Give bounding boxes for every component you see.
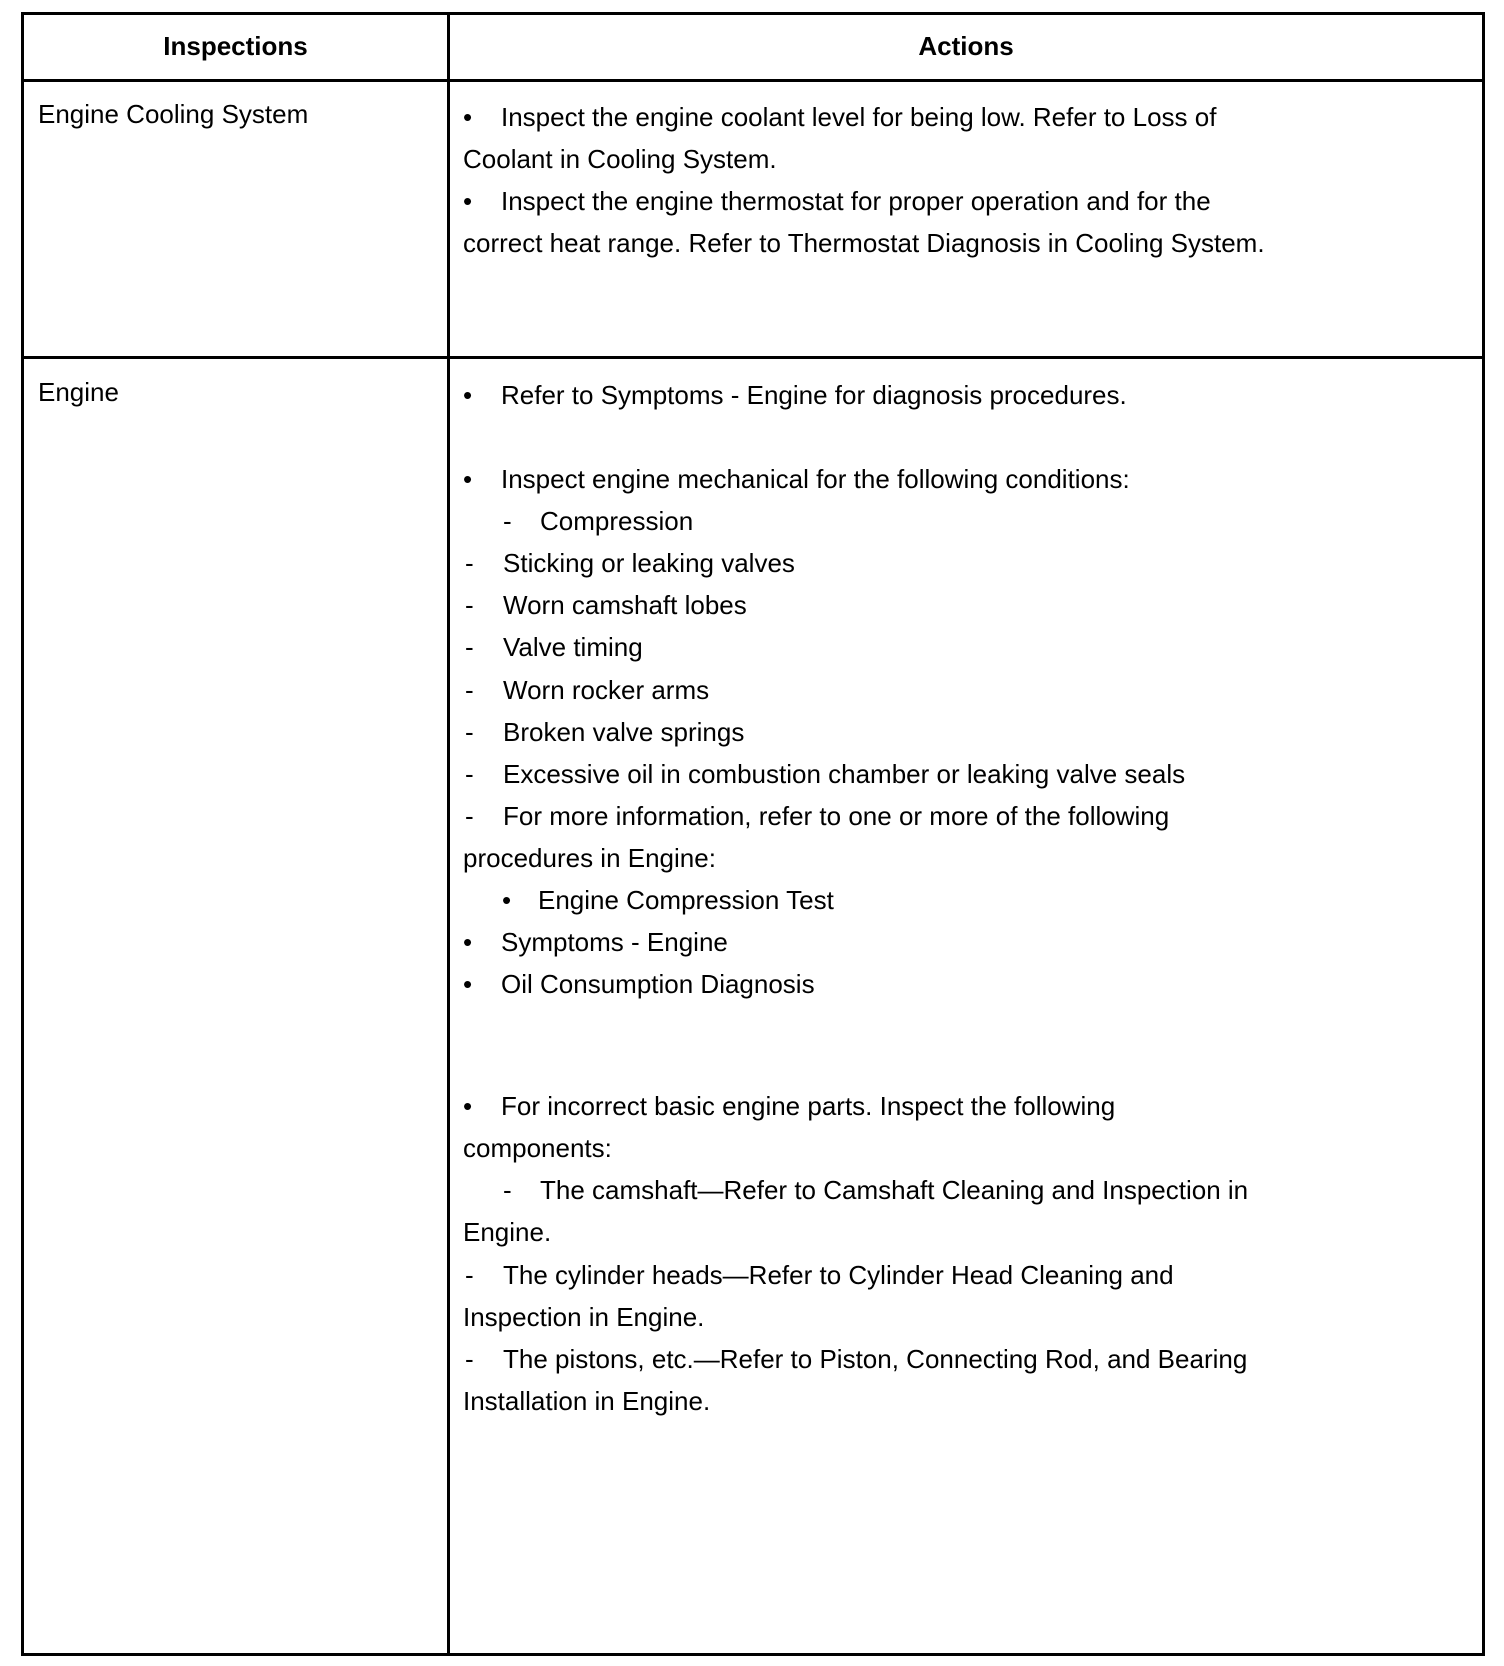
action-text: Inspect the engine coolant level for being low. Refer to Loss of (501, 102, 1217, 132)
dash-marker: - (503, 1175, 512, 1205)
action-text: The camshaft—Refer to Camshaft Cleaning and Inspection in (540, 1175, 1249, 1205)
action-text: Oil Consumption Diagnosis (501, 969, 815, 999)
dash-marker: - (465, 632, 474, 662)
action-text: Inspect the engine thermostat for proper operation and for the (501, 186, 1211, 216)
action-text: Symptoms - Engine (501, 927, 728, 957)
table-border-bottom (21, 1653, 1485, 1656)
action-text: Compression (540, 506, 694, 536)
bullet-marker: • (463, 1091, 473, 1121)
action-text: Coolant in Cooling System. (463, 144, 777, 174)
header-inspections: Inspections (163, 31, 308, 61)
inspection-engine: Engine (38, 377, 119, 407)
action-text: Engine Compression Test (538, 885, 834, 915)
action-text: The pistons, etc.—Refer to Piston, Connecting Rod, and Bearing (503, 1344, 1248, 1374)
dash-marker: - (465, 675, 474, 705)
table-border-left (21, 12, 24, 1656)
bullet-marker: • (463, 927, 473, 957)
action-text: For incorrect basic engine parts. Inspect the following (501, 1091, 1116, 1121)
dash-marker: - (465, 590, 474, 620)
table-border-right (1482, 12, 1485, 1656)
bullet-marker: • (463, 464, 473, 494)
action-text: Installation in Engine. (463, 1386, 711, 1416)
action-text: components: (463, 1133, 612, 1163)
header-actions: Actions (918, 31, 1014, 61)
dash-marker: - (465, 548, 474, 578)
action-text: Refer to Symptoms - Engine for diagnosis procedures. (501, 380, 1127, 410)
row-divider (21, 356, 1485, 359)
bullet-marker: • (463, 186, 473, 216)
bullet-marker: • (463, 380, 473, 410)
dash-marker: - (503, 506, 512, 536)
action-text: Engine. (463, 1217, 552, 1247)
column-divider (447, 12, 450, 1656)
action-text: Worn rocker arms (503, 675, 710, 705)
action-text: Inspect engine mechanical for the following conditions: (501, 464, 1130, 494)
dash-marker: - (465, 1344, 474, 1374)
inspection-table (21, 12, 1485, 1666)
action-text: Sticking or leaking valves (503, 548, 795, 578)
bullet-marker: • (463, 969, 473, 999)
action-text: correct heat range. Refer to Thermostat Diagnosis in Cooling System. (463, 228, 1265, 258)
header-divider (21, 79, 1485, 82)
bullet-marker: • (502, 885, 512, 915)
action-text: Excessive oil in combustion chamber or leaking valve seals (503, 759, 1186, 789)
action-text: Worn camshaft lobes (503, 590, 747, 620)
bullet-marker: • (463, 102, 473, 132)
table-border-top (21, 12, 1485, 15)
dash-marker: - (465, 1260, 474, 1290)
inspection-engine-cooling-system: Engine Cooling System (38, 99, 309, 129)
dash-marker: - (465, 759, 474, 789)
action-text: Broken valve springs (503, 717, 745, 747)
action-text: The cylinder heads—Refer to Cylinder Head Cleaning and (503, 1260, 1174, 1290)
action-text: For more information, refer to one or more of the following (503, 801, 1170, 831)
dash-marker: - (465, 717, 474, 747)
action-text: Valve timing (503, 632, 643, 662)
action-text: Inspection in Engine. (463, 1302, 705, 1332)
action-text: procedures in Engine: (463, 843, 716, 873)
dash-marker: - (465, 801, 474, 831)
